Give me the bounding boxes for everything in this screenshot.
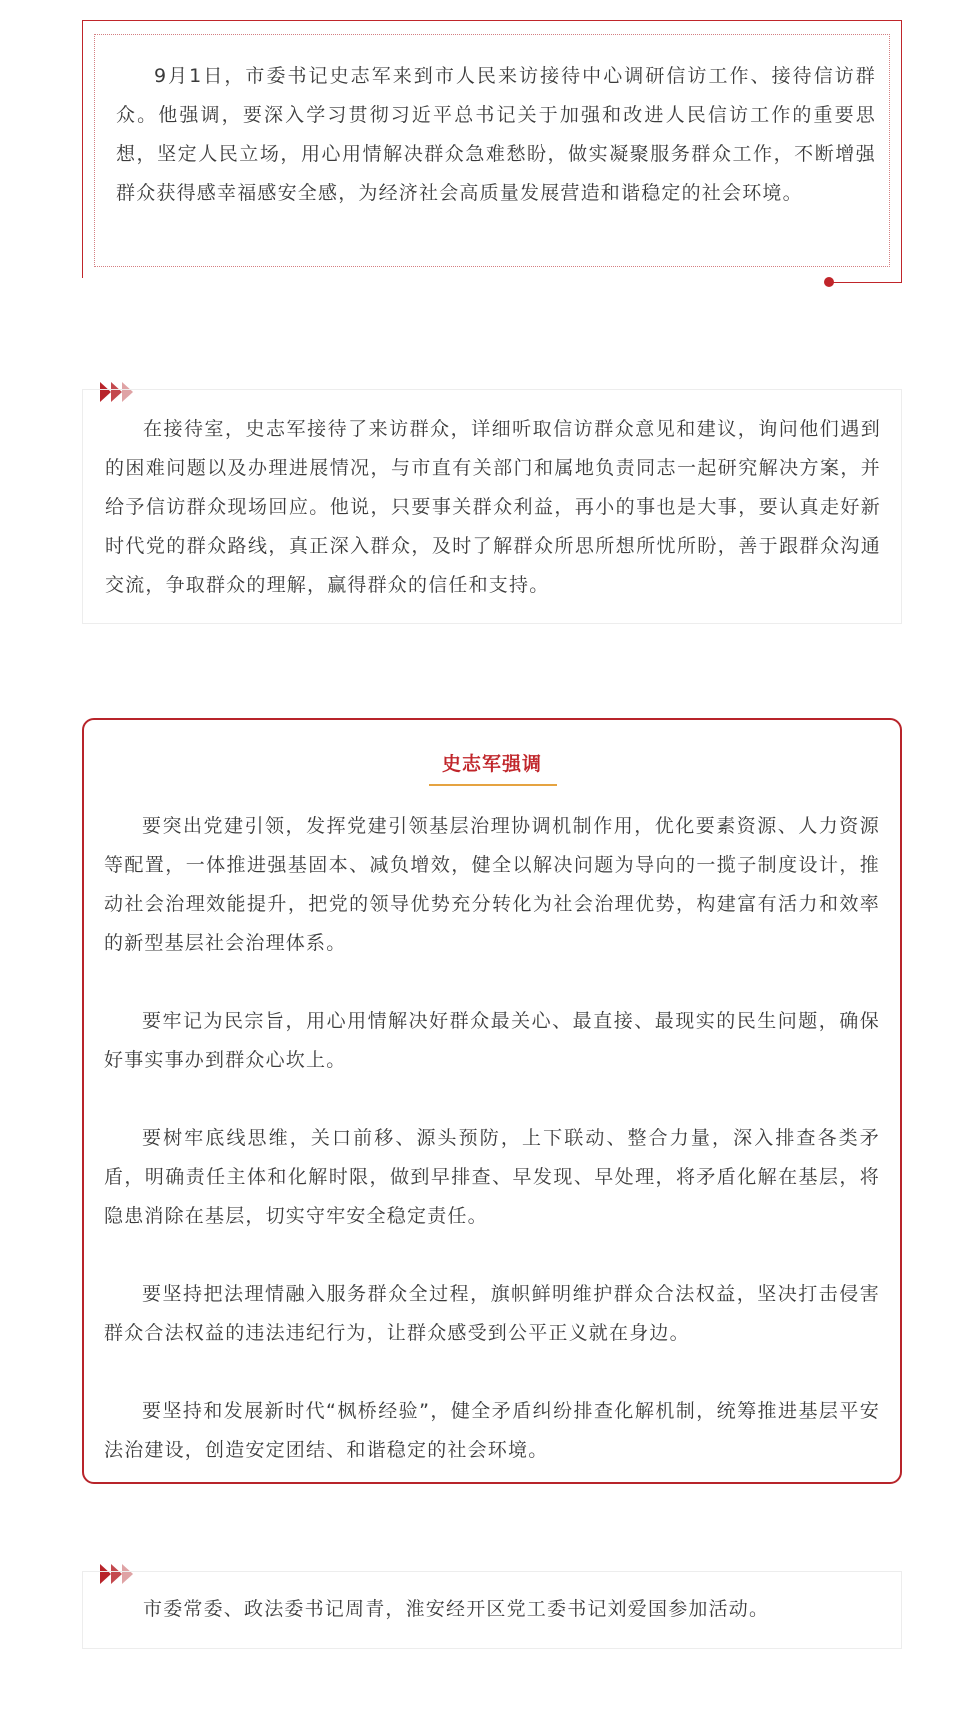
emphasis-paragraph: 要坚持把法理情融入服务群众全过程，旗帜鲜明维护群众合法权益，坚决打击侵害群众合法权益的违法违纪行为，让群众感受到公平正义就在身边。 xyxy=(104,1283,880,1344)
emphasis-title: 史志军强调 xyxy=(441,753,542,775)
emphasis-paragraph: 要树牢底线思维，关口前移、源头预防，上下联动、整合力量，深入排查各类矛盾，明确责任主体和化解时限，做到早排查、早发现、早处理，将矛盾化解在基层，将隐患消除在基层，切实守牢安全稳定责任。 xyxy=(104,1127,880,1227)
emphasis-paragraph: 要突出党建引领，发挥党建引领基层治理协调机制作用，优化要素资源、人力资源等配置，一体推进强基固本、减负增效，健全以解决问题为导向的一揽子制度设计，推动社会治理效能提升，把党的领导优势充分转化为社会治理优势，构建富有活力和效率的新型基层社会治理体系。 xyxy=(104,815,880,954)
intro-frame-tail xyxy=(832,282,902,283)
intro-paragraph: 9月1日，市委书记史志军来到市人民来访接待中心调研信访工作、接待信访群众。他强调，要深入学习贯彻习近平总书记关于加强和改进人民信访工作的重要思想，坚定人民立场，用心用情解决群众急难愁盼，做实凝聚服务群众工作，不断增强群众获得感幸福感安全感，为经济社会高质量发展营造和谐稳定的社会环境。 xyxy=(116,65,876,204)
reception-paragraph: 在接待室，史志军接待了来访群众，详细听取信访群众意见和建议，询问他们遇到的困难问题以及办理进展情况，与市直有关部门和属地负责同志一起研究解决方案，并给予信访群众现场回应。他说，只要事关群众利益，再小的事也是大事，要认真走好新时代党的群众路线，真正深入群众，及时了解群众所思所想所忧所盼，善于跟群众沟通交流，争取群众的理解，赢得群众的信任和支持。 xyxy=(105,418,881,596)
reception-section xyxy=(82,389,902,624)
attendees-paragraph: 市委常委、政法委书记周青，淮安经开区党工委书记刘爱国参加活动。 xyxy=(143,1598,770,1620)
attendees-text-wrap xyxy=(105,1590,881,1629)
reception-text-wrap xyxy=(105,410,881,605)
intro-frame-tail-vertical xyxy=(901,256,902,283)
emphasis-body xyxy=(104,807,880,1470)
emphasis-section xyxy=(82,718,902,1484)
attendees-section xyxy=(82,1571,902,1649)
intro-text-wrap xyxy=(116,57,876,213)
intro-section xyxy=(82,20,902,278)
intro-frame-dot xyxy=(824,277,834,287)
emphasis-paragraph: 要牢记为民宗旨，用心用情解决好群众最关心、最直接、最现实的民生问题，确保好事实事办到群众心坎上。 xyxy=(104,1010,880,1071)
emphasis-title-underline xyxy=(429,784,557,786)
emphasis-paragraph: 要坚持和发展新时代“枫桥经验”，健全矛盾纠纷排查化解机制，统筹推进基层平安法治建设，创造安定团结、和谐稳定的社会环境。 xyxy=(104,1400,880,1461)
